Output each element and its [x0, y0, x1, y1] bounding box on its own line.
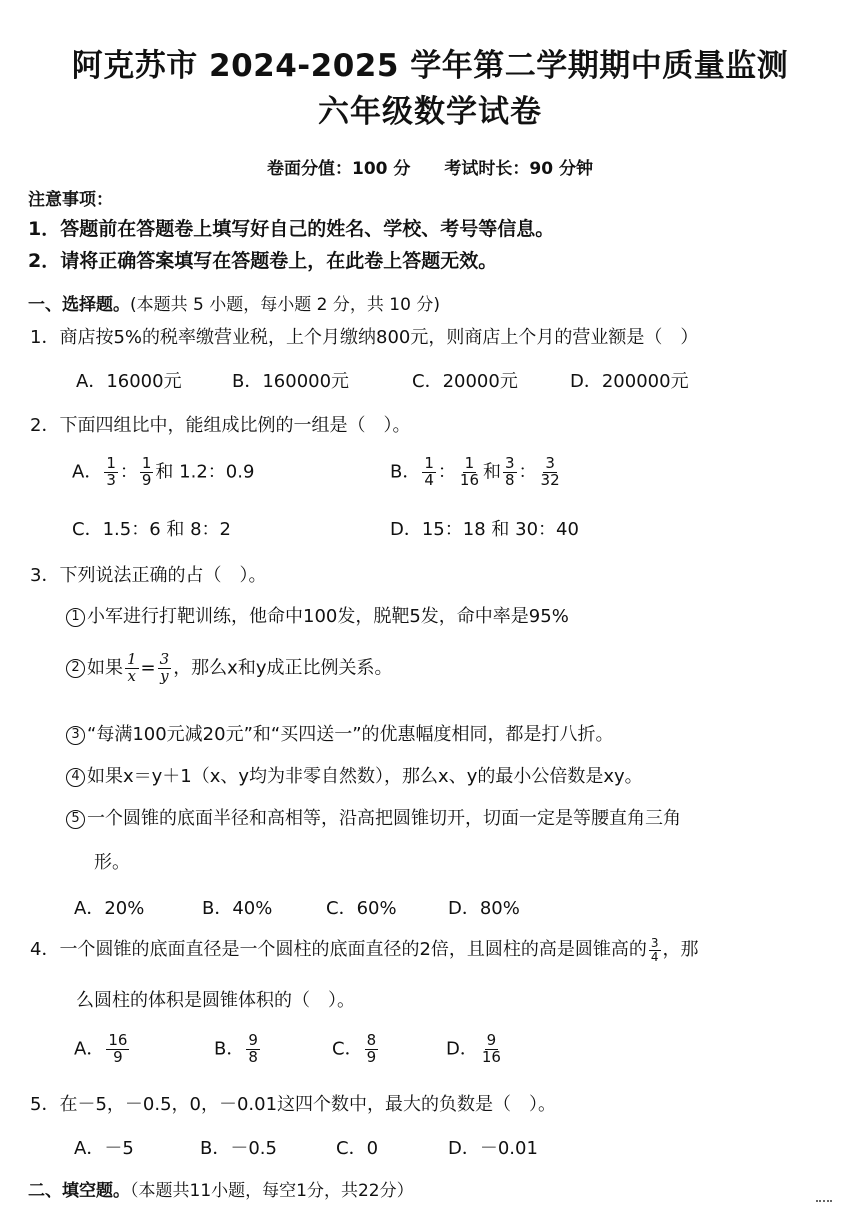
q2-a-fraction-1: $\frac{1}{3}$ [106, 454, 116, 489]
q3-statement-4 [66, 766, 643, 788]
q1-stem: 1．商店按5%的税率缴营业税，上个月缴纳800元，则商店上个月的营业额是（ ） [30, 327, 699, 348]
section2-desc: （本题共11小题，每空1分，共22分） [130, 1181, 414, 1201]
section1-title: 一、选择题。 [28, 295, 130, 315]
q2-a-fraction-2: $\frac{1}{9}$ [141, 454, 152, 489]
q3-statement-1-text: 小军进行打靶训练，他命中100发，脱靶5发，命中率是95% [87, 606, 569, 627]
exam-title: 阿克苏市 2024-2025 学年第二学期期中质量监测 [71, 48, 789, 84]
section2-title: 二、填空题。 [28, 1181, 130, 1201]
notice-heading: 注意事项： [28, 190, 113, 210]
circled-number-2: 2 [66, 659, 85, 678]
q3-option-c: C．60% [326, 898, 397, 919]
q2-b-fraction-2: $\frac{1}{16}$ [459, 454, 479, 489]
q4-d-fraction: $\frac{9}{16}$ [481, 1031, 501, 1066]
q2-option-c: C．1.5：6 和 8：2 [72, 519, 231, 540]
q1-option-a: A．16000元 [76, 371, 182, 392]
q3-statement-5 [66, 808, 681, 830]
circled-number-4: 4 [66, 768, 85, 787]
q3-statement-5-cont: 形。 [94, 852, 130, 873]
q3-option-d: D．80% [448, 898, 520, 919]
q2-b-and: 和 [483, 461, 501, 483]
q2-b-fraction-4: $\frac{3}{32}$ [540, 454, 560, 489]
score-info: 卷面分值：100 分 [267, 159, 411, 179]
q4-stem-b: ，那 [662, 939, 699, 961]
section1-desc: (本题共 5 小题，每小题 2 分，共 10 分) [130, 295, 440, 315]
q5-option-c: C．0 [336, 1138, 379, 1159]
q4-c-fraction: $\frac{8}{9}$ [366, 1031, 377, 1066]
q4-option-b: B． $\frac{9}{8}$ [214, 1031, 258, 1066]
q1-option-b: B．160000元 [232, 371, 350, 392]
circled-number-1: 1 [66, 608, 85, 627]
exam-meta [0, 154, 860, 179]
q2-b-fraction-1: $\frac{1}{4}$ [424, 454, 434, 489]
q4-b-fraction: $\frac{9}{8}$ [248, 1031, 258, 1066]
section1-header [28, 295, 440, 315]
q5-option-b: B．－0.5 [200, 1138, 277, 1159]
q3-statement-2 [66, 652, 393, 685]
q5-option-d: D．－0.01 [448, 1138, 538, 1159]
q1-option-c: C．20000元 [412, 371, 518, 392]
q2-b-fraction-3: $\frac{3}{8}$ [505, 454, 515, 489]
q4-stem-line-2: 么圆柱的体积是圆锥体积的（ ）。 [76, 990, 355, 1011]
q2-a-label: A． [72, 461, 103, 483]
q2-a-text: 和 1.2：0.9 [155, 461, 255, 483]
q3-stem: 3．下列说法正确的占（ ）。 [30, 565, 267, 586]
q4-option-a: A． $\frac{16}{9}$ [74, 1031, 128, 1066]
q2-b-colon-2: ： [518, 461, 537, 483]
q3-option-a: A．20% [74, 898, 145, 919]
q1-option-d: D．200000元 [570, 371, 689, 392]
q3-s2-fraction-2: $\frac{3}{y}$ [159, 650, 170, 685]
scan-mark [816, 1200, 832, 1205]
q2-stem: 2．下面四组比中，能组成比例的一组是（ ）。 [30, 415, 411, 436]
q3-statement-5-text: 一个圆锥的底面半径和高相等，沿高把圆锥切开，切面一定是等腰直角三角 [87, 808, 681, 829]
q4-stem-fraction: $\frac{3}{4}$ [650, 936, 659, 964]
section2-header [28, 1181, 414, 1201]
q3-statement-4-text: 如果x＝y＋1（x、y均为非零自然数），那么x、y的最小公倍数是xy。 [87, 766, 643, 787]
q4-a-fraction: $\frac{16}{9}$ [108, 1031, 128, 1066]
q3-s2-prefix: 如果 [87, 657, 123, 679]
q3-s2-fraction-1: $\frac{1}{x}$ [127, 650, 137, 685]
q3-s2-suffix: ，那么x和y成正比例关系。 [173, 657, 393, 679]
q2-b-label: B． [390, 461, 421, 483]
notice-item-2: 2．请将正确答案填写在答题卷上，在此卷上答题无效。 [28, 250, 498, 272]
notice-item-1: 1．答题前在答题卷上填写好自己的姓名、学校、考号等信息。 [28, 218, 555, 240]
q4-option-d: D． $\frac{9}{16}$ [446, 1031, 501, 1066]
q4-stem-line-1 [30, 937, 699, 963]
q2-b-colon: ： [437, 461, 456, 483]
exam-subtitle: 六年级数学试卷 [318, 94, 542, 130]
q5-stem: 5．在－5，－0.5，0，－0.01这四个数中，最大的负数是（ ）。 [30, 1094, 557, 1115]
q2-option-d: D．15：18 和 30：40 [390, 519, 579, 540]
q4-option-c: C． $\frac{8}{9}$ [332, 1031, 377, 1066]
q3-statement-3 [66, 724, 614, 746]
circled-number-3: 3 [66, 726, 85, 745]
q3-s2-equals: = [140, 657, 156, 679]
time-info: 考试时长：90 分钟 [444, 159, 593, 179]
circled-number-5: 5 [66, 810, 85, 829]
q4-stem-a: 4．一个圆锥的底面直径是一个圆柱的底面直径的2倍，且圆柱的高是圆锥高的 [30, 939, 647, 961]
q3-option-b: B．40% [202, 898, 273, 919]
q3-statement-3-text: “每满100元减20元”和“买四送一”的优惠幅度相同，都是打八折。 [87, 724, 614, 745]
q2-option-a [72, 456, 254, 489]
q2-a-colon: ： [119, 461, 138, 483]
q2-option-b [390, 456, 564, 489]
q3-statement-1 [66, 606, 569, 628]
q5-option-a: A．－5 [74, 1138, 134, 1159]
